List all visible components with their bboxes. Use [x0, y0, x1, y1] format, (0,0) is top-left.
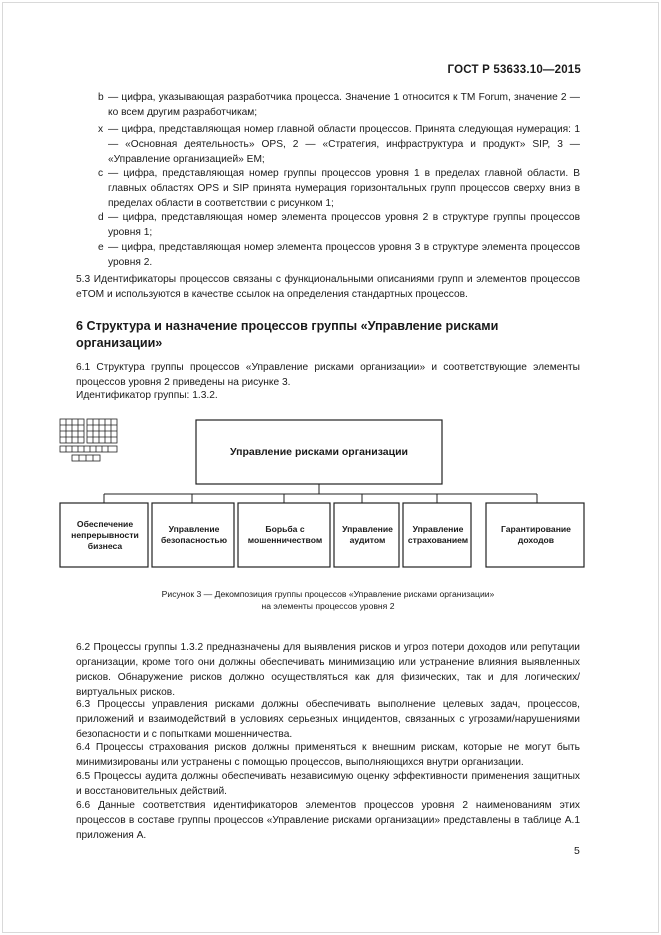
paragraph-6-6: 6.6 Данные соответствия идентификаторов элементов процессов уровня 2 наименованиям этих процессов в составе группы процессов «Управление рисками организации» представлены в таблице А.1 приложения А. — [76, 800, 580, 841]
paragraph-6-3: 6.3 Процессы управления рисками должны обеспечивать выполнение целевых задач, процессов, приложений и взаимодействий в условиях серьезных инцидентов, связанных с угрозами/нарушениями безопасности и с попытками мошенничества. — [76, 699, 580, 740]
paragraph-6-2: 6.2 Процессы группы 1.3.2 предназначены для выявления рисков и угроз потери доходов или репутации организации, кроме того они должны обеспечивать минимизацию или устранение влияния выявленных рисков. Обнаружение рисков должно осуществляться как для физических, так и для логических/виртуальных рисков. — [76, 642, 580, 698]
paragraph-6-4: 6.4 Процессы страхования рисков должны применяться к внешним рискам, которые не могут быть минимизированы или устранены с помощью процессов, выполняющихся внутри организации. — [76, 742, 580, 768]
caption-line: на элементы процессов уровня 2 — [261, 601, 395, 611]
section-heading: 6 Структура и назначение процессов группы «Управление рисками организации» — [76, 319, 499, 350]
list-item — [76, 122, 580, 167]
list-item — [76, 240, 580, 270]
list-marker: b — [98, 92, 104, 103]
list-text: — цифра, представляющая номер группы процессов уровня 1 в пределах главной области. В главных областях OPS и SIP принята нумерация горизонтальных групп процессов сверху вниз в пределах области в соответствии с рисунком 1; — [108, 168, 580, 209]
group-identifier: Идентификатор группы: 1.3.2. — [76, 390, 218, 401]
list-text: — цифра, представляющая номер элемента процессов уровня 2 в структуре группы процессов уровня 1; — [108, 212, 580, 238]
list-marker: d — [98, 212, 104, 223]
child-process-label: Обеспечение непрерывности бизнеса — [71, 518, 139, 551]
list-text: — цифра, представляющая номер главной области процессов. Принята следующая нумерация: 1 — «Основная деятельность» OPS, 2 — «Стратегия, инфраструктура и продукт» SIP, 3 — «Управление организацией» EM; — [108, 124, 580, 165]
list-item — [76, 210, 580, 240]
page-number: 5 — [574, 845, 580, 857]
list-marker: x — [98, 124, 104, 135]
paragraph-6-1: 6.1 Структура группы процессов «Управление рисками организации» и соответствующие элементы процессов уровня 2 приведены на рисунке 3. — [76, 362, 580, 388]
child-process-label: Управление аудитом — [342, 524, 393, 545]
list-item — [76, 166, 580, 211]
grid-logo-icon — [60, 419, 117, 461]
figure-caption — [76, 588, 580, 612]
paragraph-6-5: 6.5 Процессы аудита должны обеспечивать независимую оценку эффективности применения защитных и восстановительных действий. — [76, 771, 580, 797]
standard-code: ГОСТ Р 53633.10—2015 — [447, 64, 581, 76]
child-process-label: Борьба с мошенничеством — [247, 524, 323, 545]
list-item — [76, 90, 580, 120]
child-process-label: Управление безопасностью — [160, 524, 228, 545]
child-process-label: Гарантирование доходов — [501, 524, 571, 545]
child-process-label: Управление страхованием — [407, 524, 469, 545]
caption-line: Рисунок 3 — Декомпозиция группы процессов «Управление рисками организации» — [161, 589, 495, 599]
list-marker: e — [98, 242, 104, 253]
top-process-label: Управление рисками организации — [229, 446, 409, 458]
list-text: — цифра, указывающая разработчика процесса. Значение 1 относится к TM Forum, значение 2 — ко всем другим разработчикам; — [108, 92, 580, 118]
paragraph-5-3 — [76, 272, 580, 302]
list-marker: c — [98, 168, 104, 179]
paragraph-text: 5.3 Идентификаторы процессов связаны с функциональными описаниями групп и элементов процессов eTOM и используются в качестве ссылок на определения стандартных процессов. — [76, 274, 580, 300]
list-text: — цифра, представляющая номер элемента процессов уровня 3 в структуре элемента процессов уровня 2. — [108, 242, 580, 268]
